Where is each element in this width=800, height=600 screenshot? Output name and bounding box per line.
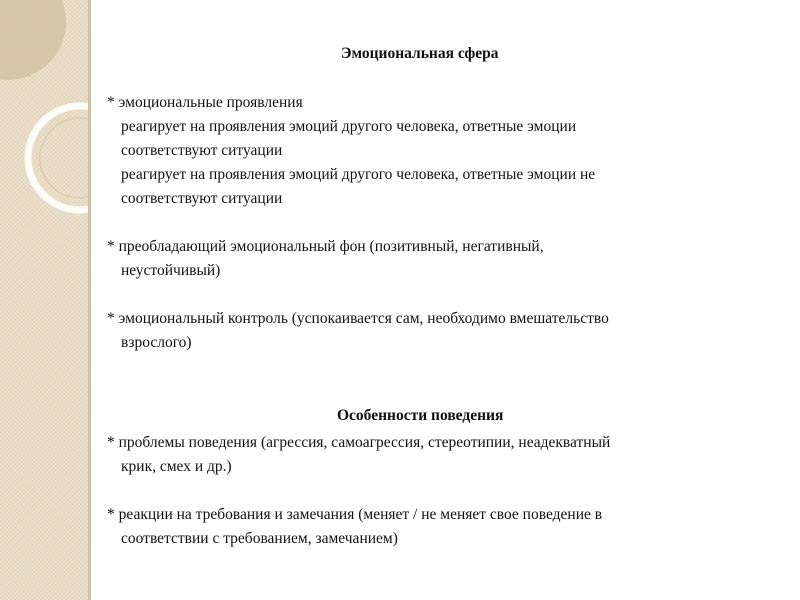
section-title-emotional: Эмоциональная сфера (341, 45, 499, 62)
emotional-manifestations-line: реагирует на проявления эмоций другого человека, ответные эмоции (121, 118, 577, 135)
decorative-ring-inner (40, 118, 88, 198)
decorative-filled-circle (0, 0, 66, 80)
decorative-ring-large (28, 106, 88, 210)
emotional-manifestations-line: реагирует на проявления эмоций другого человека, ответные эмоции не (121, 166, 596, 183)
emotional-manifestations-item: * эмоциональные проявления (107, 94, 303, 111)
decorative-side-panel (0, 0, 88, 600)
emotional-manifestations-line: соответствуют ситуации (121, 142, 283, 159)
behavior-reactions-line: соответствии с требованием, замечанием) (121, 530, 398, 547)
emotional-manifestations-line: соответствуют ситуации (121, 190, 283, 207)
section-title-behavior: Особенности поведения (337, 407, 504, 424)
behavior-reactions-item: * реакции на требования и замечания (меняет / не меняет свое поведение в (107, 506, 603, 523)
emotional-background-line: неустойчивый) (121, 262, 221, 279)
slide-content (91, 0, 800, 600)
emotional-background-item: * преобладающий эмоциональный фон (позитивный, негативный, (107, 238, 544, 255)
decorative-rings-graphic (0, 0, 88, 600)
behavior-problems-line: крик, смех и др.) (121, 458, 232, 475)
emotional-control-item: * эмоциональный контроль (успокаивается сам, необходимо вмешательство (107, 310, 609, 327)
behavior-problems-item: * проблемы поведения (агрессия, самоагрессия, стереотипии, неадекватный (107, 434, 611, 451)
emotional-control-line: взрослого) (121, 334, 192, 351)
